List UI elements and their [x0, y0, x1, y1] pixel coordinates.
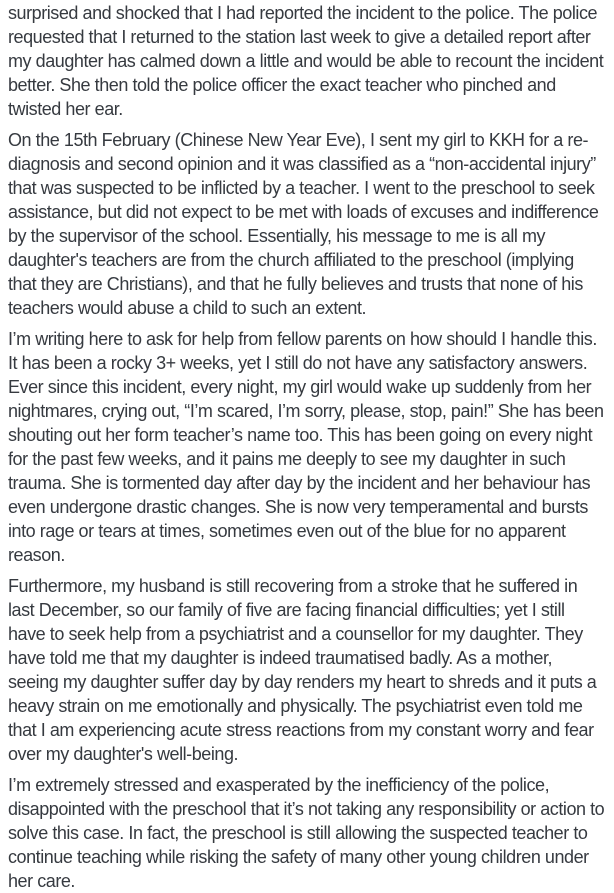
post-paragraph: On the 15th February (Chinese New Year Eve), I sent my girl to KKH for a re-diagnosis and second opinion and it was classified as a “non-accidental injury” that was suspected to be inflicted by a teacher. I went to the preschool to seek assistance, but did not expect to be met with loads of excuses and indifference by the supervisor of the school. Essentially, his message to me is all my daughter's teachers are from the church affiliated to the preschool (implying that they are Christians), and that he fully believes and trusts that none of his teachers would abuse a child to such an extent.: [8, 130, 599, 318]
post-paragraph: I’m writing here to ask for help from fellow parents on how should I handle this. It has been a rocky 3+ weeks, yet I still do not have any satisfactory answers. Ever since this incident, every night, my girl would wake up suddenly from her nightmares, crying out, “I’m scared, I’m sorry, please, stop, pain!” She has been shouting out her form teacher’s name too. This has been going on every night for the past few weeks, and it pains me deeply to see my daughter in such trauma. She is tormented day after day by the incident and her behaviour has even undergone drastic changes. She is now very temperamental and bursts into rage or tears at times, sometimes even out of the blue for no apparent reason.: [8, 329, 604, 565]
post-paragraph: I’m extremely stressed and exasperated by the inefficiency of the police, disappointed with the preschool that it’s not taking any responsibility or action to solve this case. In fact, the preschool is still allowing the suspected teacher to continue teaching while risking the safety of many other young children under her care.: [8, 775, 605, 891]
post-paragraph: Furthermore, my husband is still recovering from a stroke that he suffered in last December, so our family of five are facing financial difficulties; yet I still have to seek help from a psychiatrist and a counsellor for my daughter. They have told me that my daughter is indeed traumatised badly. As a mother, seeing my daughter suffer day by day renders my heart to shreds and it puts a heavy strain on me emotionally and physically. The psychiatrist even told me that I am experiencing acute stress reactions from my constant worry and fear over my daughter's well-being.: [8, 576, 597, 764]
post-paragraph: surprised and shocked that I had reported the incident to the police. The police requested that I returned to the station last week to give a detailed report after my daughter has calmed down a little and would be able to recount the incident better. She then told the police officer the exact teacher who pinched and twisted her ear.: [8, 3, 604, 119]
